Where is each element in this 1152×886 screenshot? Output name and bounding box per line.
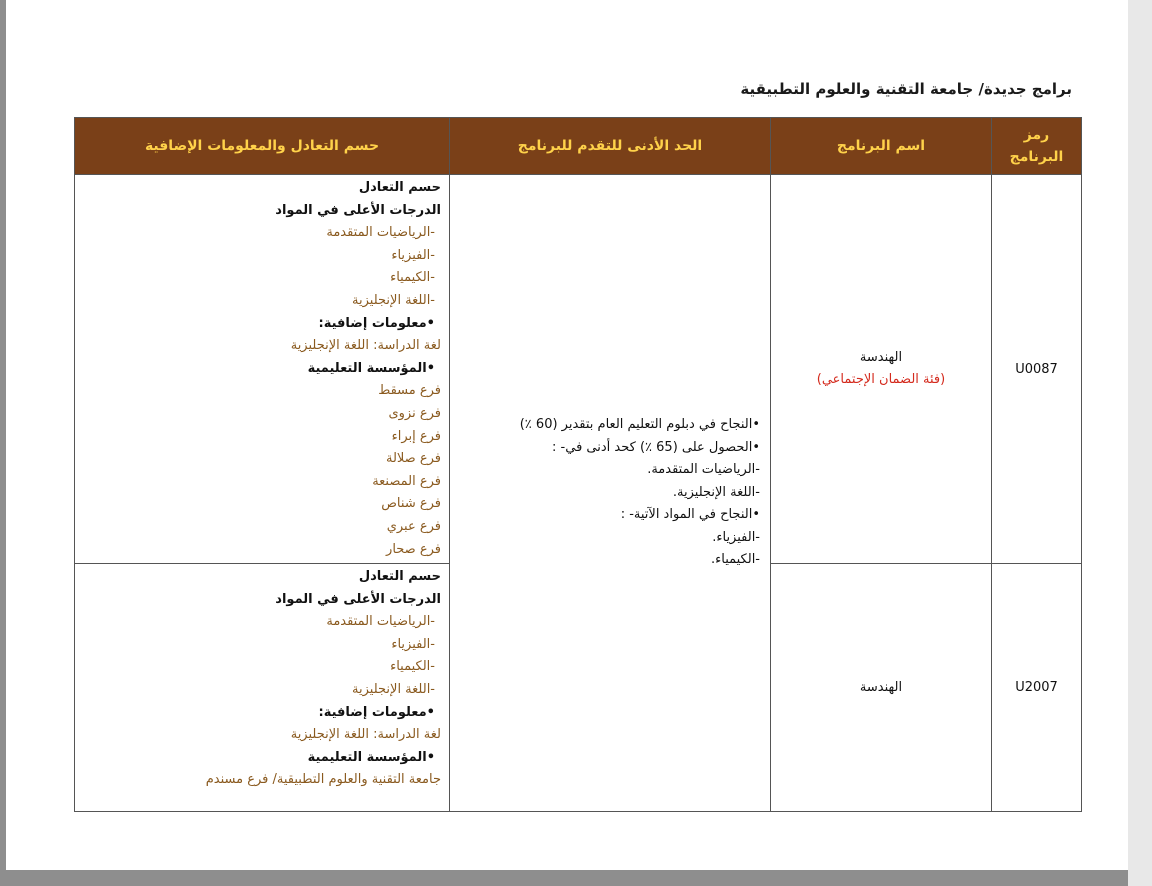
top-grades-heading: الدرجات الأعلى في المواد: [275, 591, 441, 607]
program-code: U0087: [1015, 361, 1058, 377]
table-row: [75, 175, 1082, 564]
branch-item: فرع إبراء: [391, 428, 441, 444]
program-name-cell: [771, 564, 992, 812]
equivalence-info: [75, 175, 449, 563]
requirement-item: -الفيزياء.: [712, 529, 760, 545]
window-edge: [1128, 0, 1152, 886]
program-name: الهندسة: [859, 350, 903, 366]
program-code: U2007: [1015, 680, 1058, 696]
tie-breaker-heading: حسم التعادل: [358, 180, 441, 195]
subject-item: -اللغة الإنجليزية: [352, 292, 435, 308]
requirement-item: •النجاح في المواد الآتية- :: [620, 507, 760, 523]
branch-item: فرع نزوى: [388, 405, 441, 421]
equivalence-info-cell: [75, 175, 450, 564]
study-language: لغة الدراسة: اللغة الإنجليزية: [290, 338, 441, 354]
header-program-code: رمز البرنامج: [992, 118, 1082, 175]
branch-item: فرع شناص: [381, 496, 441, 512]
top-grades-heading: الدرجات الأعلى في المواد: [275, 202, 441, 218]
program-name-cell: [771, 175, 992, 564]
program-code-cell: [992, 175, 1082, 564]
header-program-name: اسم البرنامج: [771, 118, 992, 175]
subject-item: -الكيمياء: [390, 270, 435, 286]
institution-heading: •المؤسسة التعليمية: [307, 749, 435, 765]
branch-item: فرع مسقط: [378, 383, 441, 399]
extra-info-heading: •معلومات إضافية:: [318, 704, 435, 720]
program-category-note: (فئة الضمان الإجتماعي): [816, 372, 946, 388]
institution-heading: •المؤسسة التعليمية: [307, 360, 435, 376]
subject-item: -الكيمياء: [390, 659, 435, 675]
requirement-item: -الرياضيات المتقدمة.: [647, 462, 760, 478]
program-name: الهندسة: [859, 679, 903, 695]
minimum-requirements-cell: [450, 175, 771, 812]
requirement-item: •النجاح في دبلوم التعليم العام بتقدير (60 ٪): [519, 417, 760, 433]
programs-table: [74, 117, 1082, 812]
extra-info-heading: •معلومات إضافية:: [318, 315, 435, 331]
branch-item: فرع صلالة: [385, 451, 441, 467]
equivalence-info-cell: [75, 564, 450, 812]
subject-item: -اللغة الإنجليزية: [352, 682, 435, 698]
branch-item: فرع عبري: [386, 518, 441, 534]
equivalence-info: [75, 564, 449, 794]
table-header-row: [75, 118, 1082, 175]
page-title: برامج جديدة/ جامعة التقنية والعلوم التطبيقية: [740, 80, 1072, 98]
subject-item: -الرياضيات المتقدمة: [326, 614, 435, 630]
requirement-item: -الكيمياء.: [710, 552, 760, 568]
header-minimum-requirement: الحد الأدنى للتقدم للبرنامج: [450, 118, 771, 175]
minimum-requirements-list: [450, 414, 770, 572]
branch-item: فرع صحار: [386, 541, 441, 557]
subject-item: -الرياضيات المتقدمة: [326, 225, 435, 241]
header-equivalence-info: حسم التعادل والمعلومات الإضافية: [75, 118, 450, 175]
study-language: لغة الدراسة: اللغة الإنجليزية: [290, 727, 441, 743]
subject-item: -الفيزياء: [391, 636, 435, 652]
branch-item: فرع المصنعة: [372, 473, 441, 489]
requirement-item: •الحصول على (65 ٪) كحد أدنى في- :: [552, 439, 760, 455]
institution-name: جامعة التقنية والعلوم التطبيقية/ فرع مسندم: [205, 772, 441, 788]
program-code-cell: [992, 564, 1082, 812]
subject-item: -الفيزياء: [391, 247, 435, 263]
tie-breaker-heading: حسم التعادل: [358, 569, 441, 585]
requirement-item: -اللغة الإنجليزية.: [672, 484, 760, 500]
